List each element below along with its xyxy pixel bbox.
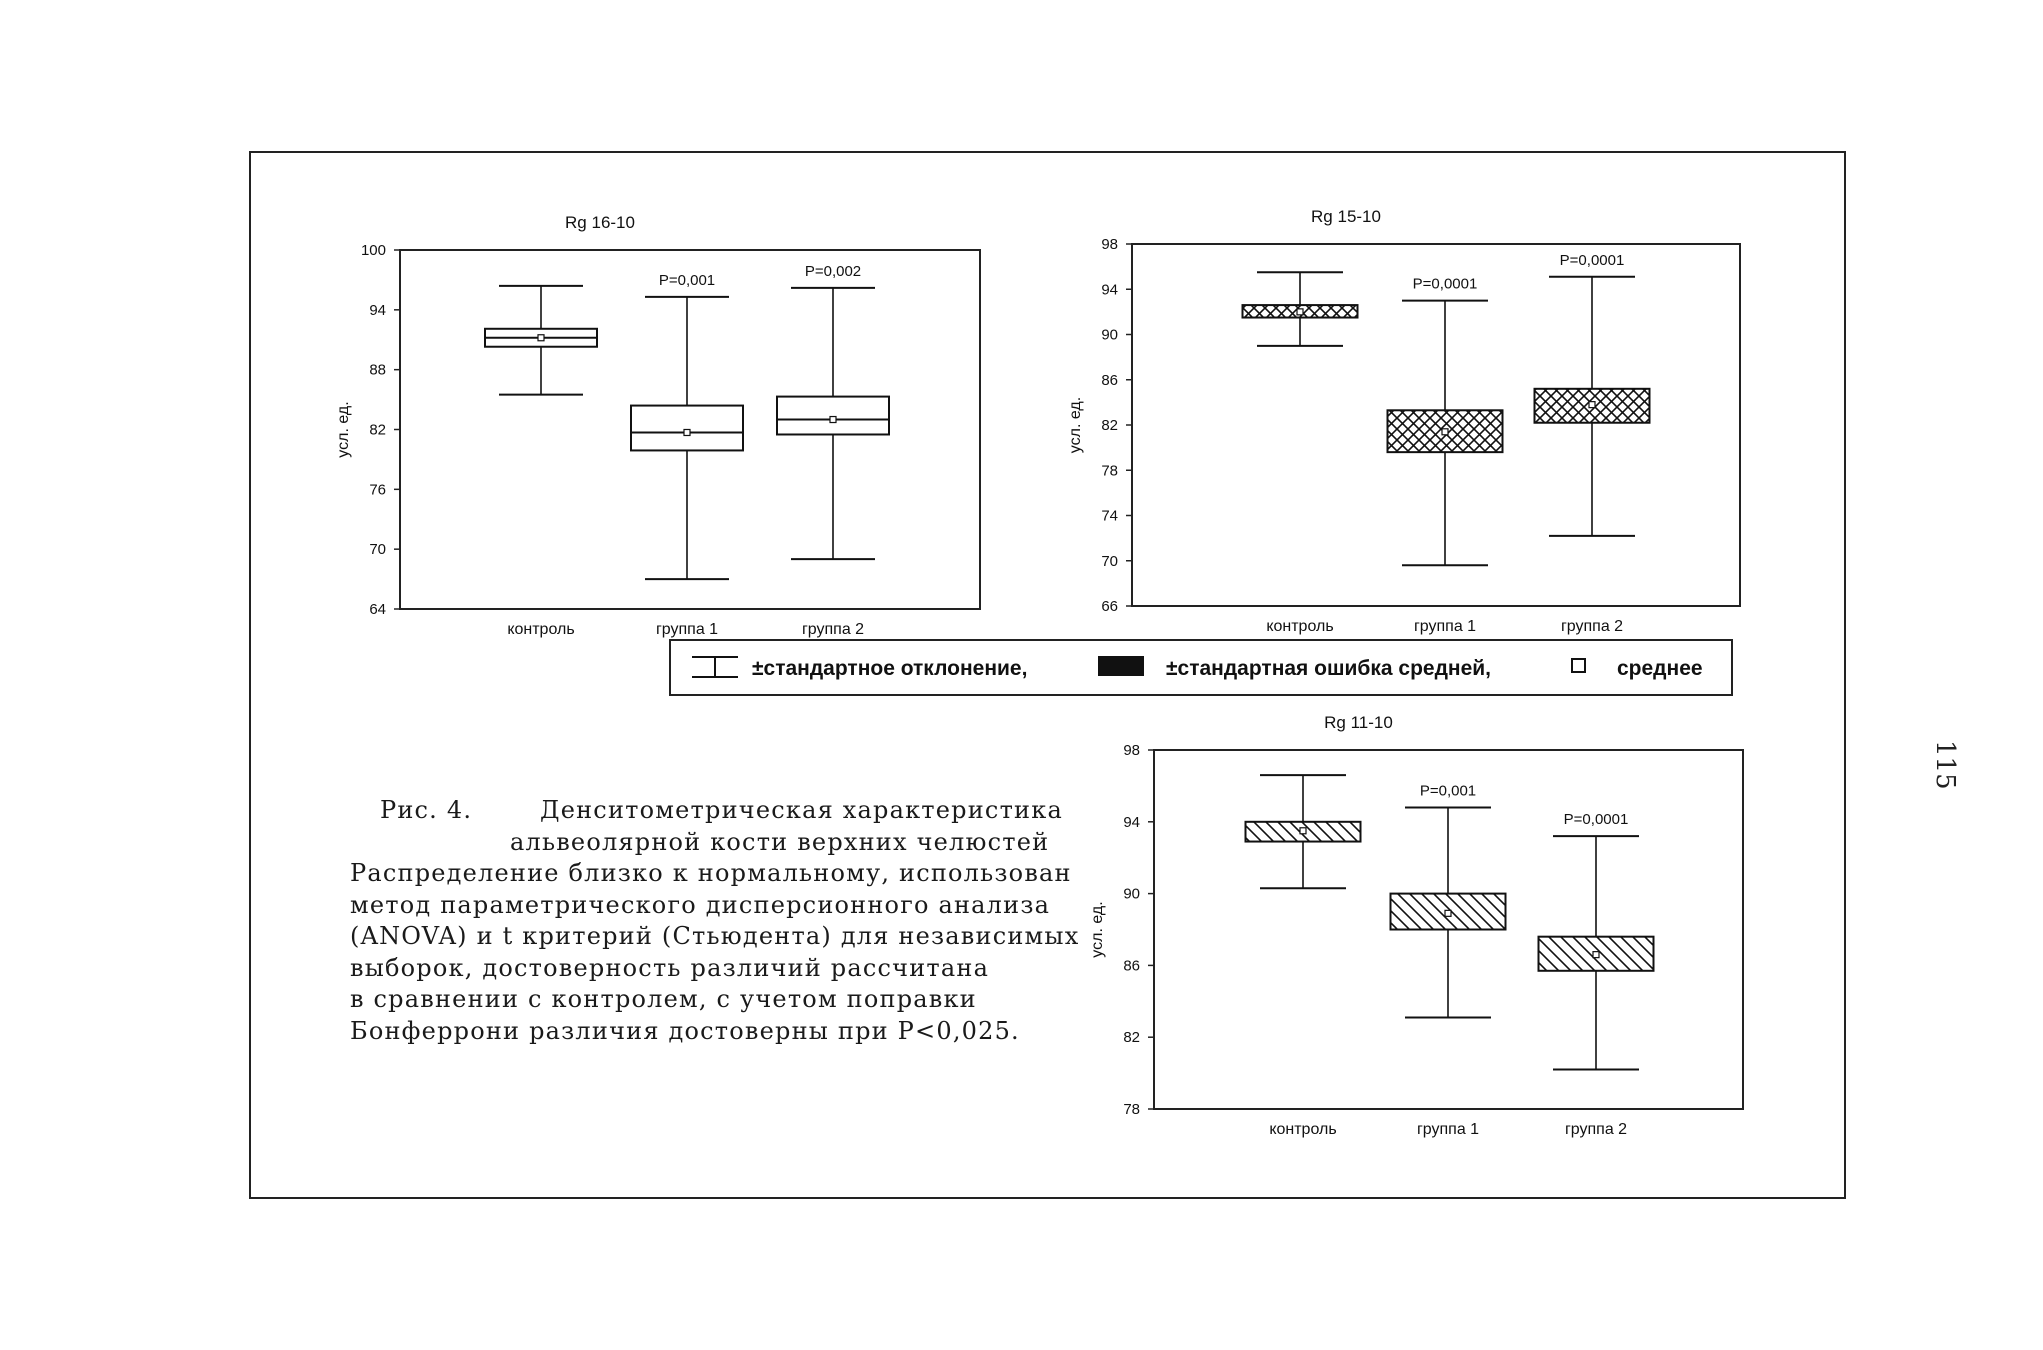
y-tick-label: 88 <box>369 361 386 379</box>
mean-marker <box>1445 910 1451 916</box>
y-tick-label: 94 <box>369 301 386 319</box>
y-tick-label: 82 <box>1101 417 1118 434</box>
figure-caption <box>350 795 1090 1047</box>
chart-title: Rg 15-10 <box>1311 207 1381 226</box>
x-tick-label: группа 1 <box>655 621 719 638</box>
caption-body-line: метод параметрического дисперсионного анализа <box>350 890 1051 919</box>
y-tick-label: 78 <box>1101 462 1118 480</box>
mean-marker <box>1297 309 1303 315</box>
x-tick-label: контроль <box>507 621 575 638</box>
chart-title: Rg 11-10 <box>1324 713 1393 732</box>
y-tick-label: 66 <box>1101 598 1118 615</box>
y-tick-label: 94 <box>1101 281 1118 299</box>
y-tick-label: 86 <box>1101 371 1118 389</box>
x-tick-label: группа 1 <box>1413 618 1477 635</box>
mean-marker <box>1300 828 1306 834</box>
p-value-label: P=0,001 <box>1419 782 1477 800</box>
mean-marker <box>830 417 836 423</box>
page-number: 115 <box>1930 740 1960 790</box>
caption-body-line: (ANOVA) и t критерий (Стьюдента) для независимых <box>350 922 1080 950</box>
p-value-label: P=0,0001 <box>1559 251 1625 269</box>
caption-line-1: Денситометрическая характеристика <box>540 796 1063 824</box>
x-tick-label: контроль <box>1266 618 1334 635</box>
mean-marker <box>1589 402 1595 408</box>
p-value-label: P=0,0001 <box>1412 275 1478 293</box>
y-tick-label: 100 <box>360 242 386 259</box>
y-tick-label: 94 <box>1123 813 1140 831</box>
caption-body-line: Распределение близко к нормальному, использован <box>350 859 1072 887</box>
chart-title: Rg 16-10 <box>565 213 635 232</box>
caption-body-line: Бонферрони различия достоверны при P<0,025. <box>350 1016 1020 1045</box>
se-box <box>777 397 889 435</box>
caption-body-line: в сравнении с контролем, с учетом поправки <box>350 985 977 1013</box>
p-value-label: P=0,0001 <box>1563 811 1629 829</box>
chart-rg-16-10 <box>335 213 980 638</box>
x-tick-label: группа 2 <box>1564 1121 1628 1138</box>
mean-marker <box>1442 429 1448 435</box>
y-tick-label: 86 <box>1123 957 1140 975</box>
y-tick-label: 82 <box>369 421 386 439</box>
legend <box>670 640 1732 695</box>
mean-marker <box>538 335 544 341</box>
caption-line-2: альвеолярной кости верхних челюстей <box>510 827 1050 856</box>
y-tick-label: 70 <box>1101 552 1118 570</box>
chart-rg-11-10 <box>1089 713 1743 1138</box>
y-axis-label: усл. ед. <box>335 401 352 458</box>
y-tick-label: 70 <box>369 541 386 559</box>
y-tick-label: 90 <box>1101 326 1118 344</box>
legend-mean-label: среднее <box>1617 657 1703 680</box>
mean-marker <box>684 429 690 435</box>
y-tick-label: 82 <box>1123 1029 1140 1047</box>
x-tick-label: группа 2 <box>1560 618 1624 635</box>
y-axis-label: усл. ед. <box>1089 901 1106 958</box>
chart-rg-15-10 <box>1067 207 1740 635</box>
mean-marker <box>1593 952 1599 958</box>
se-box <box>631 406 743 451</box>
p-value-label: P=0,001 <box>658 271 716 289</box>
legend-se-label: ±стандартная ошибка средней, <box>1166 657 1492 680</box>
y-tick-label: 64 <box>369 601 386 618</box>
y-tick-label: 74 <box>1101 507 1118 525</box>
y-tick-label: 98 <box>1101 236 1118 253</box>
caption-body-line: выборок, достоверность различий рассчитана <box>350 953 990 982</box>
y-axis-label: усл. ед. <box>1067 396 1084 454</box>
y-tick-label: 78 <box>1123 1101 1140 1118</box>
x-tick-label: группа 2 <box>801 621 865 638</box>
caption-title-line <box>350 795 1090 827</box>
legend-se-symbol <box>1098 656 1144 676</box>
caption-fig-label: Рис. 4. <box>380 796 473 824</box>
y-tick-label: 98 <box>1123 742 1140 759</box>
legend-mean-symbol <box>1572 659 1585 672</box>
y-tick-label: 76 <box>369 481 386 499</box>
p-value-label: P=0,002 <box>804 262 862 280</box>
x-tick-label: группа 1 <box>1416 1121 1480 1138</box>
legend-sd-label: ±стандартное отклонение, <box>752 657 1028 680</box>
y-tick-label: 90 <box>1123 885 1140 903</box>
x-tick-label: контроль <box>1269 1121 1337 1138</box>
